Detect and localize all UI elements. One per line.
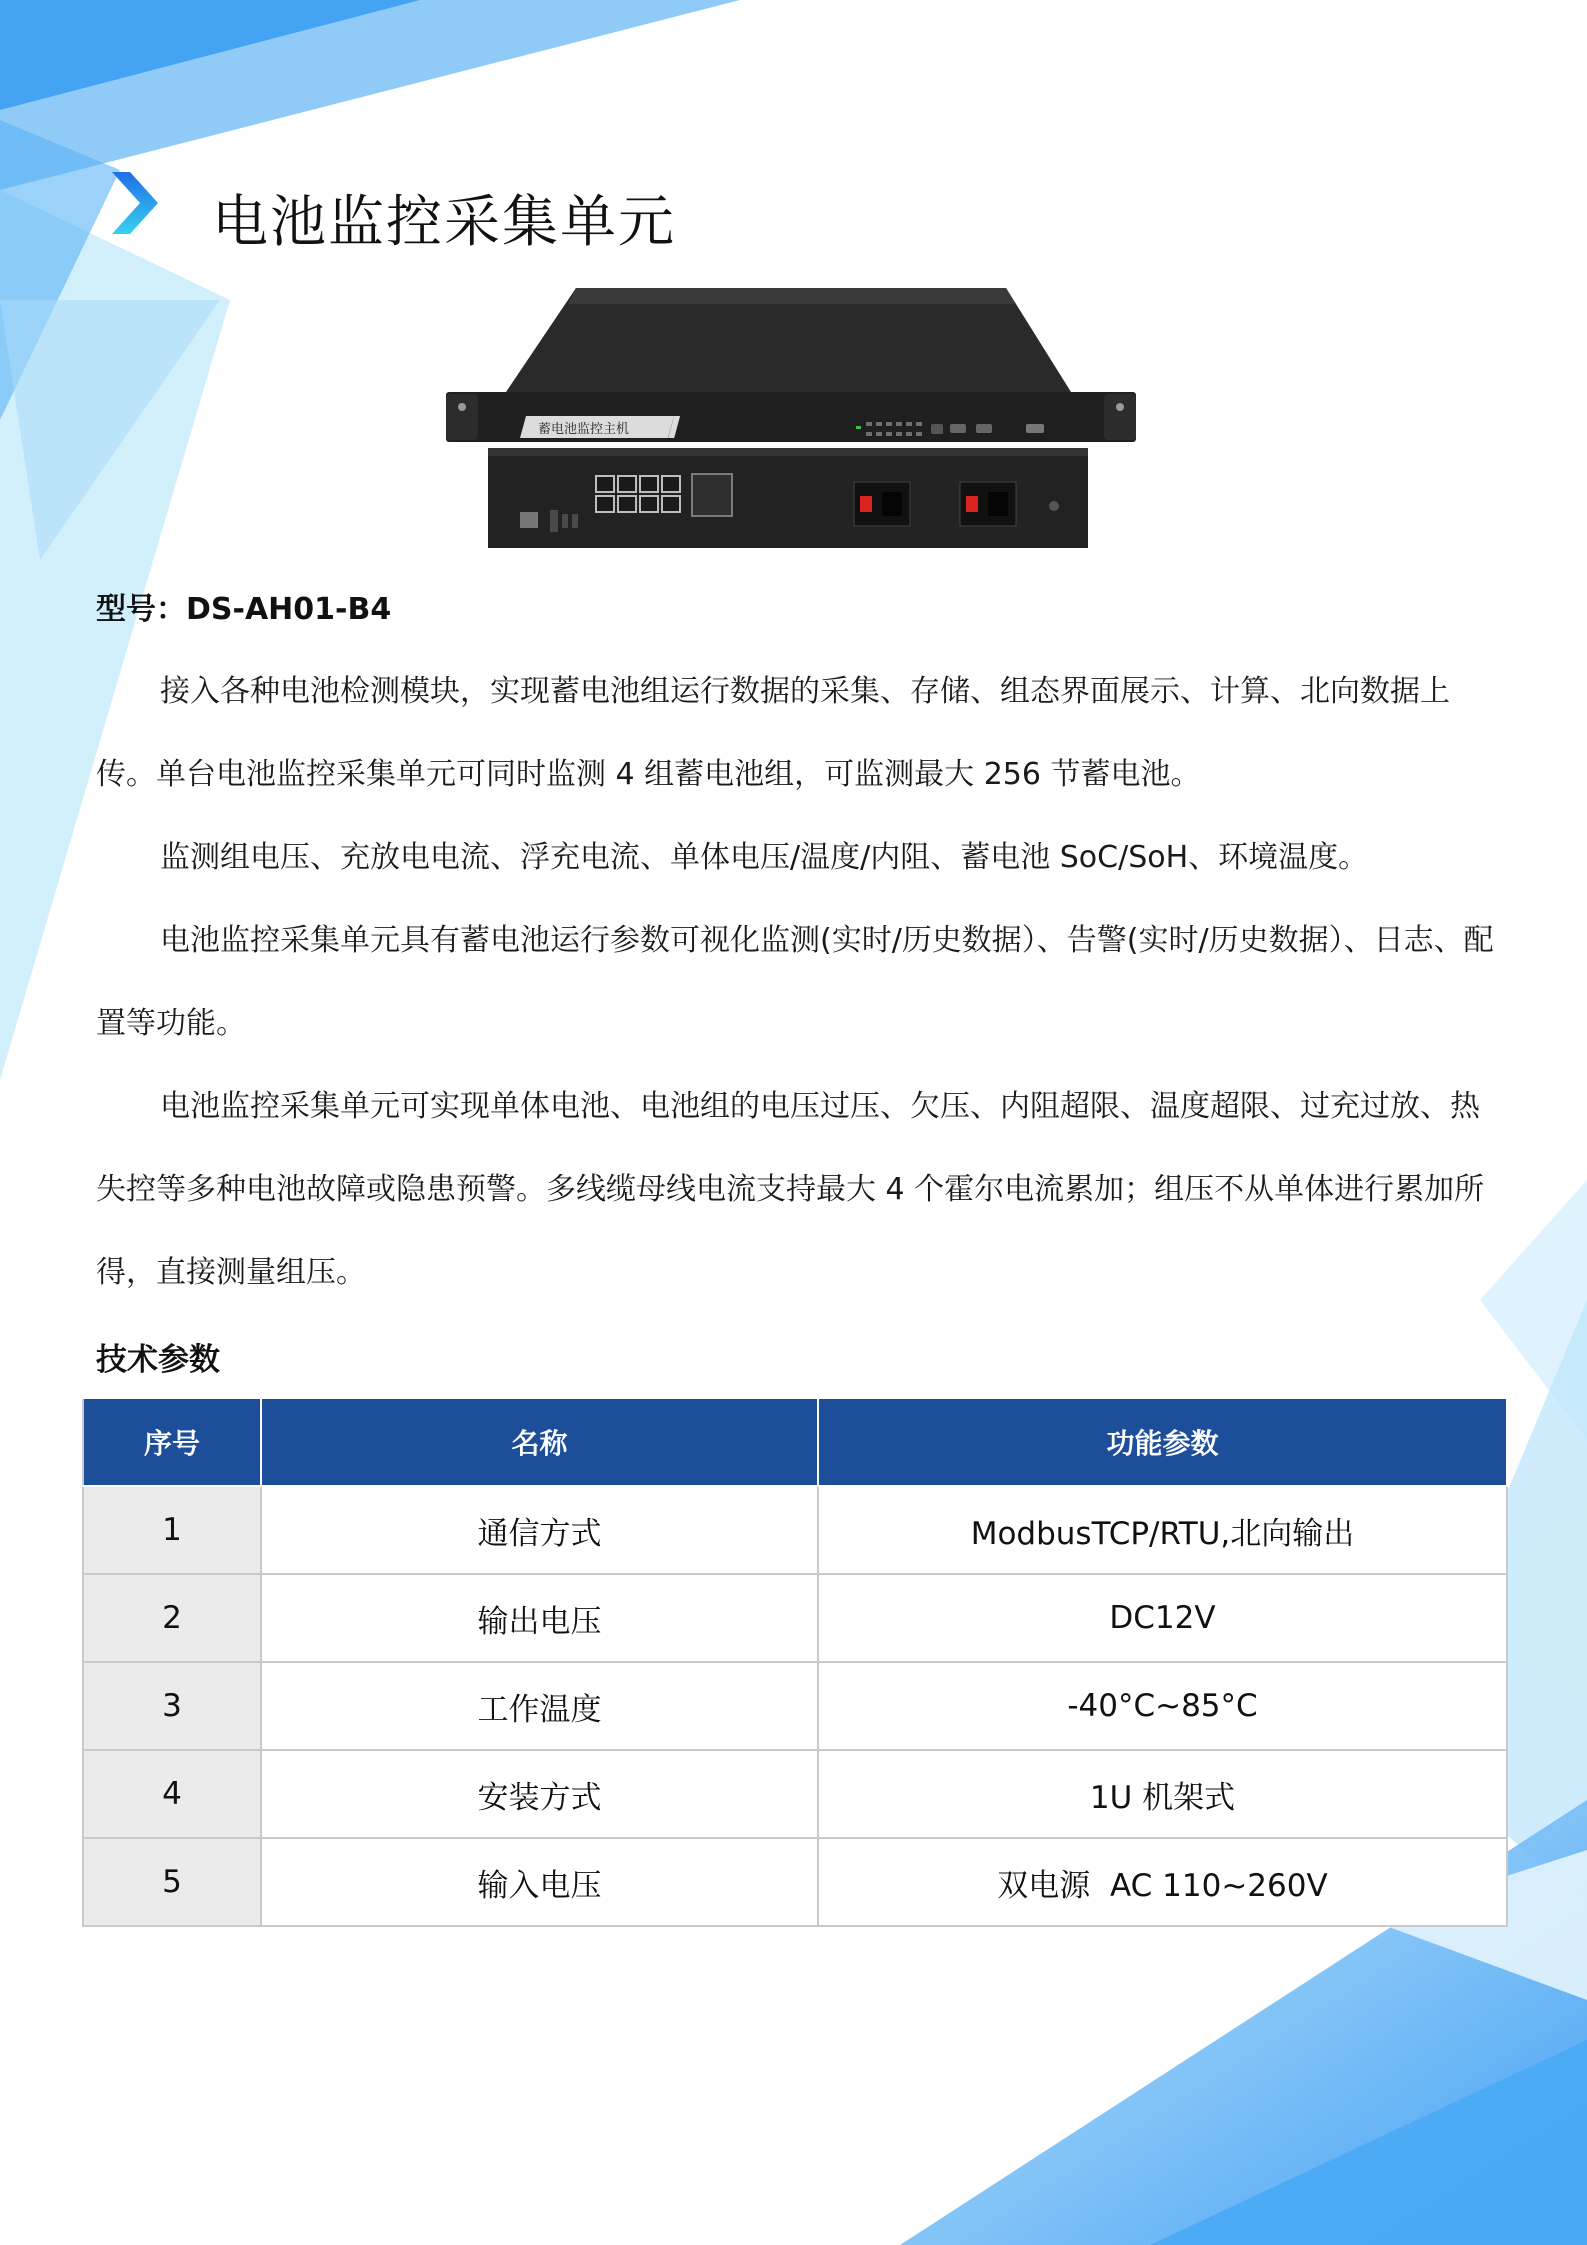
row-value: 1U 机架式	[818, 1750, 1507, 1838]
row-value: 双电源 AC 110~260V	[818, 1838, 1507, 1926]
model-value: DS-AH01-B4	[186, 592, 392, 627]
paragraph-text: 电池监控采集单元可实现单体电池、电池组的电压过压、欠压、内阻超限、温度超限、过充过放、热失控等多种电池故障或隐患预警。多线缆母线电流支持最大 4 个霍尔电流累加；组压不从单体进行累加所得，直接测量组压。	[96, 1089, 1485, 1290]
header-index: 序号	[83, 1398, 261, 1486]
row-index: 5	[83, 1838, 261, 1926]
row-value: ModbusTCP/RTU,北向输出	[818, 1486, 1507, 1574]
row-name: 通信方式	[261, 1486, 818, 1574]
row-index: 3	[83, 1662, 261, 1750]
spec-section-title: 技术参数	[96, 1342, 220, 1378]
device-image	[446, 282, 1136, 552]
row-name: 输入电压	[261, 1838, 818, 1926]
paragraph-text: 监测组电压、充放电电流、浮充电流、单体电压/温度/内阻、蓄电池 SoC/SoH、环境温度。	[160, 840, 1369, 875]
header-name: 名称	[261, 1398, 818, 1486]
device-front-label: 蓄电池监控主机	[538, 422, 630, 437]
spec-table-header-row	[83, 1398, 1507, 1486]
model-number	[96, 584, 391, 628]
table-row	[83, 1750, 1507, 1838]
description-paragraph-2	[96, 816, 1496, 899]
row-index: 1	[83, 1486, 261, 1574]
table-row	[83, 1662, 1507, 1750]
chevron-right-icon	[112, 172, 158, 234]
model-label: 型号：	[96, 592, 186, 627]
row-value: -40°C~85°C	[818, 1662, 1507, 1750]
description-paragraph-1	[96, 650, 1496, 816]
table-row	[83, 1574, 1507, 1662]
row-name: 安装方式	[261, 1750, 818, 1838]
row-index: 2	[83, 1574, 261, 1662]
table-row	[83, 1486, 1507, 1574]
paragraph-text: 电池监控采集单元具有蓄电池运行参数可视化监测(实时/历史数据）、告警(实时/历史数据）、日志、配置等功能。	[96, 923, 1494, 1041]
row-name: 工作温度	[261, 1662, 818, 1750]
description-paragraph-3	[96, 899, 1496, 1065]
header-parameter: 功能参数	[818, 1398, 1507, 1486]
row-value: DC12V	[818, 1574, 1507, 1662]
page-title: 电池监控采集单元	[212, 190, 676, 255]
spec-table	[82, 1397, 1508, 1927]
table-row	[83, 1838, 1507, 1926]
row-index: 4	[83, 1750, 261, 1838]
row-name: 输出电压	[261, 1574, 818, 1662]
description-paragraph-4	[96, 1065, 1496, 1314]
paragraph-text: 接入各种电池检测模块，实现蓄电池组运行数据的采集、存储、组态界面展示、计算、北向数据上传。单台电池监控采集单元可同时监测 4 组蓄电池组，可监测最大 256 节蓄电池。	[96, 674, 1450, 792]
